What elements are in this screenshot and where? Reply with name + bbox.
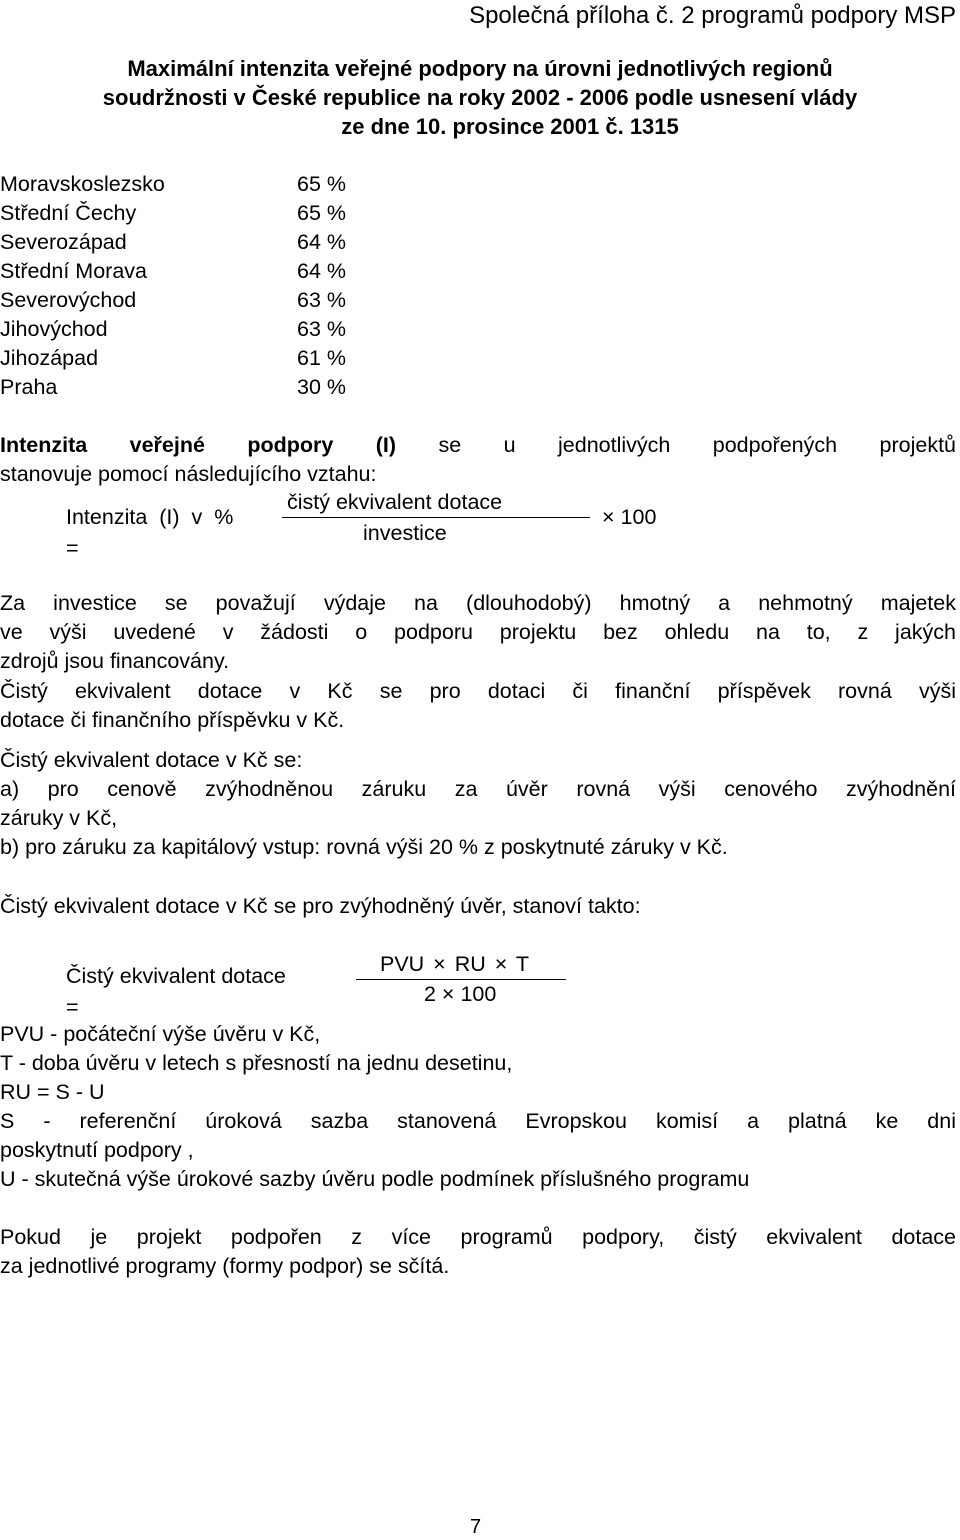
- formula1-fraction-bar: [282, 517, 590, 518]
- title-line-3: ze dne 10. prosince 2001 č. 1315: [341, 114, 679, 139]
- definitions-section: [0, 1020, 956, 1194]
- intensity-bold-term: Intenzita veřejné podpory (I): [0, 433, 397, 457]
- formula2-numerator: PVU × RU × T: [380, 952, 530, 976]
- region-name: Severozápad: [0, 230, 127, 254]
- appendix-header: Společná příloha č. 2 programů podpory MSP: [469, 2, 956, 29]
- region-row: [0, 286, 370, 315]
- region-row: [0, 344, 370, 373]
- cisty-se-a-line-1: a) pro cenově zvýhodněnou záruku za úvěr rovná výši cenového zvýhodnění: [0, 777, 956, 801]
- document-title: [0, 54, 960, 141]
- region-intensity-table: [0, 170, 370, 402]
- cisty-se-intro: Čistý ekvivalent dotace v Kč se:: [0, 748, 303, 772]
- region-value: 65 %: [297, 172, 347, 196]
- intensity-line-1: [0, 431, 956, 460]
- formula1-denominator: investice: [363, 521, 447, 545]
- formula2-denominator: 2 × 100: [424, 982, 497, 1006]
- region-name: Praha: [0, 375, 58, 399]
- cisty-se-b-line: b) pro záruku za kapitálový vstup: rovná výši 20 % z poskytnuté záruky v Kč.: [0, 835, 728, 859]
- formula2-equals: =: [66, 995, 79, 1019]
- intensity-paragraph: [0, 431, 956, 489]
- definition-u: U - skutečná výše úrokové sazby úvěru podle podmínek příslušného programu: [0, 1167, 750, 1191]
- region-value: 64 %: [297, 259, 347, 283]
- region-name: Jihozápad: [0, 346, 99, 370]
- region-value: 65 %: [297, 201, 347, 225]
- investice-line-3: zdrojů jsou financovány.: [0, 649, 230, 673]
- region-value: 61 %: [297, 346, 347, 370]
- region-name: Severovýchod: [0, 288, 137, 312]
- final-line-2: za jednotlivé programy (formy podpor) se sčítá.: [0, 1254, 450, 1278]
- investice-paragraph: [0, 589, 956, 676]
- region-value: 64 %: [297, 230, 347, 254]
- formula1-equals: =: [66, 536, 79, 560]
- title-line-2: soudržnosti v České republice na roky 2002 - 2006 podle usnesení vlády: [102, 85, 858, 110]
- formula2-left: Čistý ekvivalent dotace: [66, 964, 286, 988]
- final-line-1: Pokud je projekt podpořen z více programů podpory, čistý ekvivalent dotace: [0, 1225, 956, 1249]
- cisty-paragraph: [0, 677, 956, 735]
- definition-ru: RU = S - U: [0, 1080, 105, 1104]
- region-value: 30 %: [297, 375, 347, 399]
- title-line-1: Maximální intenzita veřejné podpory na úrovni jednotlivých regionů: [127, 56, 833, 81]
- region-name: Střední Morava: [0, 259, 147, 283]
- investice-line-2: ve výši uvedené v žádosti o podporu projektu bez ohledu na to, z jakých: [0, 620, 956, 644]
- region-row: [0, 199, 370, 228]
- region-name: Moravskoslezsko: [0, 172, 165, 196]
- definition-pvu: PVU - počáteční výše úvěru v Kč,: [0, 1022, 321, 1046]
- final-paragraph: [0, 1223, 956, 1281]
- intensity-line-1-rest: se u jednotlivých podpořených projektů: [438, 433, 956, 457]
- definition-s-line-2: poskytnutí podpory ,: [0, 1138, 194, 1162]
- region-value: 63 %: [297, 317, 347, 341]
- region-row: [0, 170, 370, 199]
- formula1-numerator: čistý ekvivalent dotace: [287, 490, 503, 514]
- cisty-se-section: [0, 746, 956, 862]
- region-name: Střední Čechy: [0, 201, 137, 225]
- cisty-se-a-line-2: záruky v Kč,: [0, 806, 118, 830]
- definition-s-line-1: S - referenční úroková sazba stanovená Evropskou komisí a platná ke dni: [0, 1109, 956, 1133]
- cisty-line-2: dotace či finančního příspěvku v Kč.: [0, 708, 345, 732]
- region-value: 63 %: [297, 288, 347, 312]
- page-number: 7: [470, 1516, 482, 1538]
- definition-t: T - doba úvěru v letech s přesností na jednu desetinu,: [0, 1051, 513, 1075]
- cisty-line-1: Čistý ekvivalent dotace v Kč se pro dotaci či finanční příspěvek rovná výši: [0, 679, 956, 703]
- investice-line-1: Za investice se považují výdaje na (dlouhodobý) hmotný a nehmotný majetek: [0, 591, 956, 615]
- region-row: [0, 315, 370, 344]
- formula1-left: Intenzita (I) v %: [66, 505, 234, 529]
- region-row: [0, 257, 370, 286]
- region-row: [0, 228, 370, 257]
- region-row: [0, 373, 370, 402]
- formula1-multiplier: × 100: [602, 505, 657, 529]
- region-name: Jihovýchod: [0, 317, 108, 341]
- uver-paragraph: Čistý ekvivalent dotace v Kč se pro zvýhodněný úvěr, stanoví takto:: [0, 894, 641, 918]
- intensity-line-2: stanovuje pomocí následujícího vztahu:: [0, 462, 377, 486]
